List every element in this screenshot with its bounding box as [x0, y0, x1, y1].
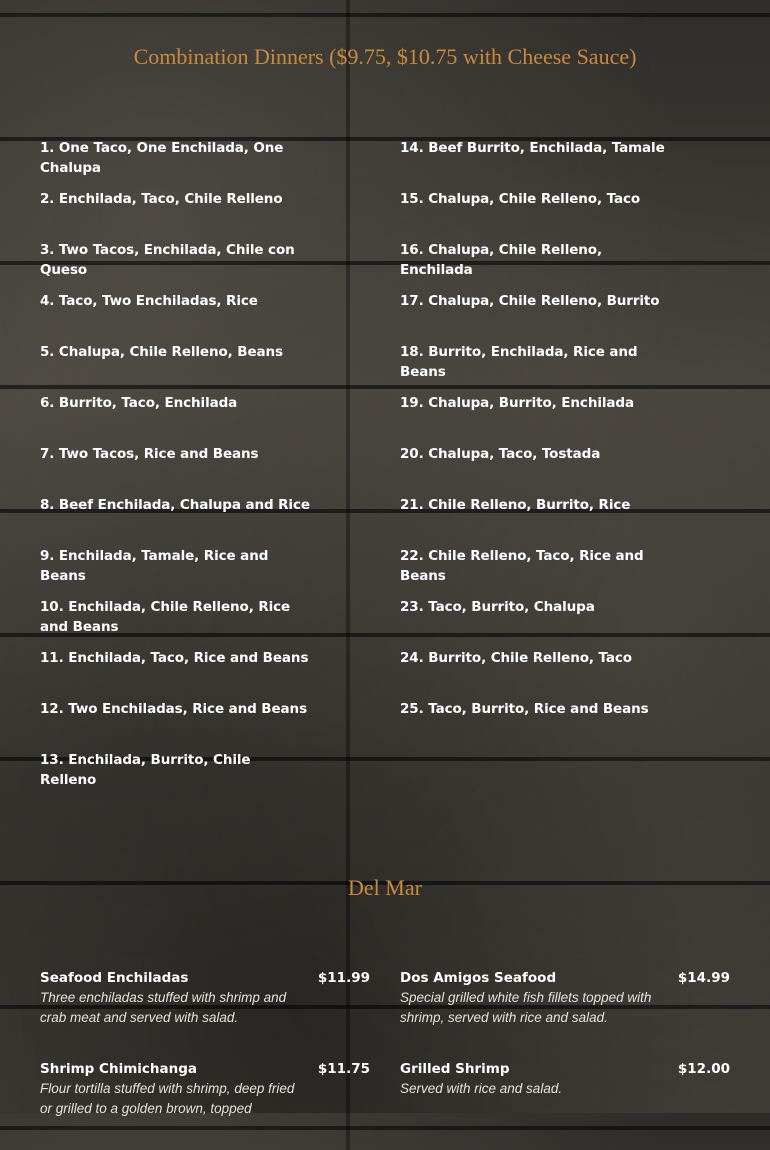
item-name: Dos Amigos Seafood — [400, 970, 557, 986]
menu-item: 24. Burrito, Chile Relleno, Taco — [400, 650, 632, 666]
menu-item: 1. One Taco, One Enchilada, One Chalupa — [40, 140, 284, 176]
menu-item: 19. Chalupa, Burrito, Enchilada — [400, 395, 634, 411]
item-price: $12.00 — [677, 1061, 730, 1077]
item-price: $11.75 — [317, 1061, 370, 1077]
menu-item: 12. Two Enchiladas, Rice and Beans — [40, 701, 308, 717]
item-description: Flour tortilla stuffed with shrimp, deep fried or grilled to a golden brown, topped — [40, 1081, 295, 1116]
menu-item: 18. Burrito, Enchilada, Rice and Beans — [400, 344, 638, 380]
item-name: Grilled Shrimp — [400, 1061, 510, 1077]
combination-dinners-heading: Combination Dinners ($9.75, $10.75 with Cheese Sauce) — [133, 44, 637, 69]
menu-item: 15. Chalupa, Chile Relleno, Taco — [400, 191, 641, 207]
del-mar-heading: Del Mar — [348, 875, 422, 900]
seafood-item — [400, 1059, 730, 1150]
item-price: $11.99 — [317, 970, 370, 986]
menu-item: 22. Chile Relleno, Taco, Rice and Beans — [400, 548, 644, 584]
menu-item: 14. Beef Burrito, Enchilada, Tamale — [400, 140, 665, 156]
menu-item: 10. Enchilada, Chile Relleno, Rice and Beans — [40, 599, 291, 635]
menu-item: 6. Burrito, Taco, Enchilada — [40, 395, 238, 411]
menu-item: 16. Chalupa, Chile Relleno, Enchilada — [400, 242, 602, 278]
del-mar-list-left — [40, 968, 370, 1150]
menu-item: 7. Two Tacos, Rice and Beans — [40, 446, 259, 462]
menu-item: 3. Two Tacos, Enchilada, Chile con Queso — [40, 242, 295, 278]
menu-item: 13. Enchilada, Burrito, Chile Relleno — [40, 752, 251, 788]
combination-list-right — [400, 138, 670, 750]
menu-item: 17. Chalupa, Chile Relleno, Burrito — [400, 293, 660, 309]
menu-item: 20. Chalupa, Taco, Tostada — [400, 446, 601, 462]
del-mar-list-right — [400, 968, 730, 1150]
menu-item: 21. Chile Relleno, Burrito, Rice — [400, 497, 631, 513]
menu-item: 5. Chalupa, Chile Relleno, Beans — [40, 344, 283, 360]
menu-item: 9. Enchilada, Tamale, Rice and Beans — [40, 548, 269, 584]
item-name: Shrimp Chimichanga — [40, 1061, 197, 1077]
combination-list-left — [40, 138, 310, 801]
menu-item: 2. Enchilada, Taco, Chile Relleno — [40, 191, 283, 207]
seafood-item — [40, 1059, 370, 1150]
menu-item: 11. Enchilada, Taco, Rice and Beans — [40, 650, 309, 666]
menu-item: 4. Taco, Two Enchiladas, Rice — [40, 293, 258, 309]
seafood-item — [400, 968, 730, 1059]
item-description: Special grilled white fish fillets topped with shrimp, served with rice and salad. — [400, 990, 652, 1025]
menu-item: 8. Beef Enchilada, Chalupa and Rice — [40, 497, 310, 513]
seafood-item — [40, 968, 370, 1059]
menu-item: 23. Taco, Burrito, Chalupa — [400, 599, 595, 615]
item-description: Served with rice and salad. — [400, 1081, 563, 1096]
item-description: Three enchiladas stuffed with shrimp and crab meat and served with salad. — [40, 990, 287, 1025]
item-name: Seafood Enchiladas — [40, 970, 189, 986]
item-price: $14.99 — [677, 970, 730, 986]
menu-item: 25. Taco, Burrito, Rice and Beans — [400, 701, 649, 717]
